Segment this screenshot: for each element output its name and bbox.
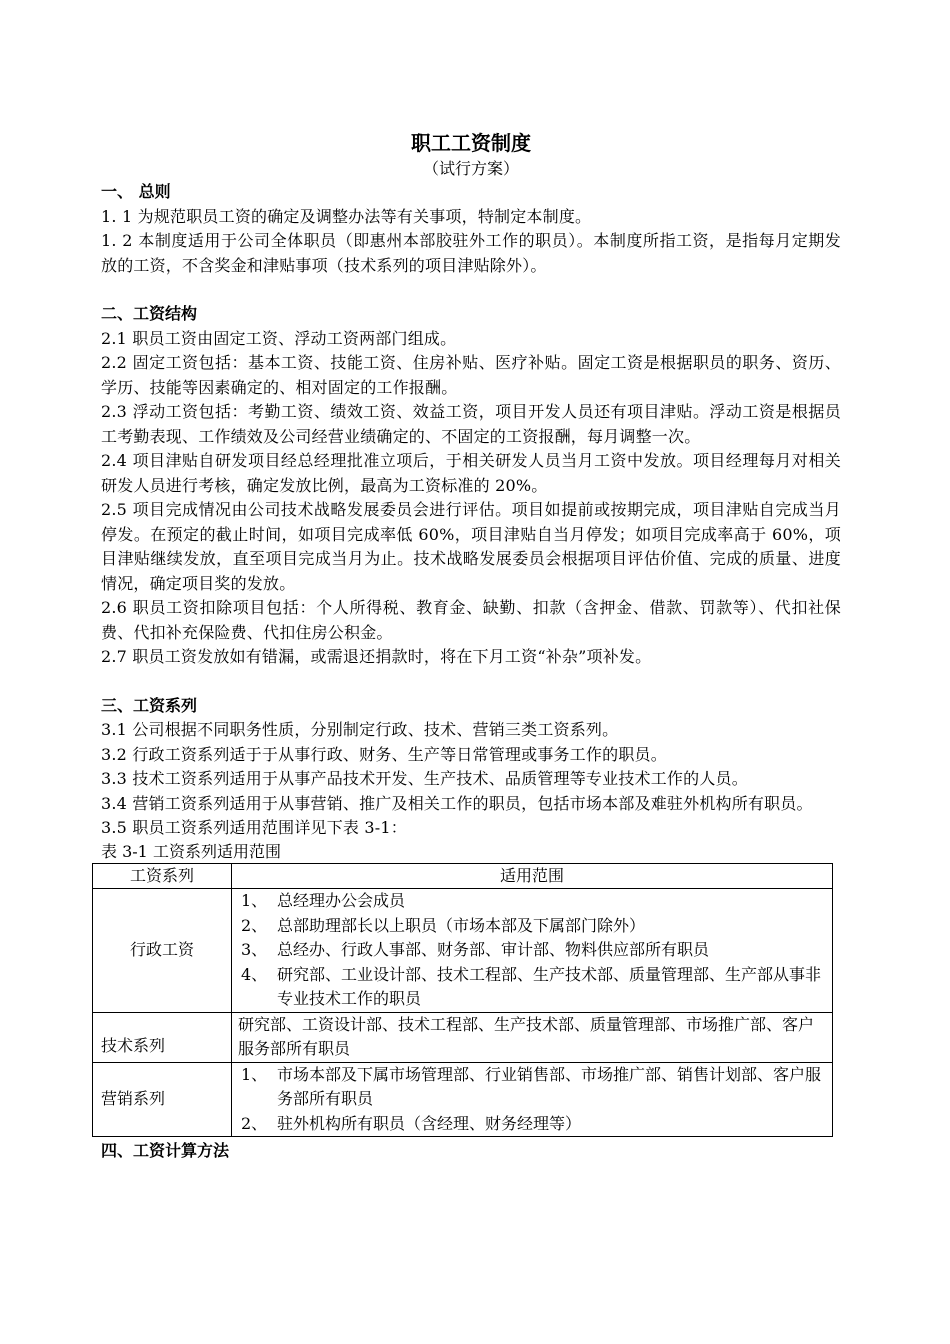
section-salary-calculation [101, 1139, 841, 1164]
spacer [101, 670, 841, 694]
series-name-cell: 技术系列 [93, 1012, 232, 1062]
list-item [238, 1112, 826, 1137]
list-text: 研究部、工业设计部、技术工程部、生产技术部、质量管理部、生产部从事非专业技术工作的职员 [277, 964, 822, 1008]
section-general [101, 180, 841, 278]
paragraph: 2.2 固定工资包括：基本工资、技能工资、住房补贴、医疗补贴。固定工资是根据职员的职务、资历、学历、技能等因素确定的、相对固定的工作报酬。 [101, 353, 841, 397]
paragraph: 2.5 项目完成情况由公司技术战略发展委员会进行评估。项目如提前或按期完成，项目津贴自完成当月停发。在预定的截止时间，如项目完成率低 60%，项目津贴自当月停发；如项目完成率高于 60%，项目津贴继续发放，直至项目完成当月为止。技术战略发展委员会根据项目评估价值、完成的质量、进度情况，确定项目奖的发放。 [101, 500, 841, 593]
section-salary-structure [101, 302, 841, 670]
series-name-cell: 营销系列 [93, 1062, 232, 1137]
paragraph: 2.1 职员工资由固定工资、浮动工资两部门组成。 [101, 328, 457, 348]
list-item [238, 938, 826, 963]
list-text: 总经理办公会成员 [277, 891, 406, 910]
list-number: 2、 [241, 915, 268, 935]
paragraph: 1. 1 为规范职员工资的确定及调整办法等有关事项，特制定本制度。 [101, 206, 592, 226]
paragraph: 3.1 公司根据不同职务性质，分别制定行政、技术、营销三类工资系列。 [101, 720, 619, 739]
list-item [238, 889, 826, 914]
section-heading: 四、工资计算方法 [101, 1141, 230, 1160]
series-name-cell: 行政工资 [93, 889, 232, 1013]
table-row [93, 1062, 833, 1137]
list-item [238, 1063, 826, 1112]
paragraph: 2.6 职员工资扣除项目包括：个人所得税、教育金、缺勤、扣款（含押金、借款、罚款等）、代扣社保费、代扣补充保险费、代扣住房公积金。 [101, 598, 841, 642]
list-number: 2、 [241, 1113, 268, 1133]
section-heading: 二、工资结构 [101, 304, 198, 323]
document-page [101, 128, 841, 1164]
table-row [93, 889, 833, 1013]
list-number: 3、 [241, 940, 268, 959]
section-heading: 三、工资系列 [101, 695, 198, 715]
table-header-cell: 适用范围 [232, 863, 833, 889]
scope-cell [232, 1012, 833, 1062]
section-salary-series [101, 694, 841, 1138]
section-heading: 一、 总则 [101, 182, 171, 201]
list-text: 驻外机构所有职员（含经理、财务经理等） [277, 1113, 582, 1133]
paragraph: 1. 2 本制度适用于公司全体职员（即惠州本部胶驻外工作的职员）。本制度所指工资，是指每月定期发放的工资，不含奖金和津贴事项（技术系列的项目津贴除外）。 [101, 231, 841, 275]
list-text: 总经办、行政人事部、财务部、审计部、物料供应部所有职员 [277, 940, 710, 959]
document-subtitle: （试行方案） [422, 159, 519, 178]
list-item [238, 963, 826, 1012]
table-header-row [93, 863, 833, 889]
paragraph: 2.4 项目津贴自研发项目经总经理批准立项后，于相关研发人员当月工资中发放。项目经理每月对相关研发人员进行考核，确定发放比例，最高为工资标准的 20%。 [101, 451, 841, 495]
list-number: 4、 [241, 964, 268, 984]
table-row [93, 1012, 833, 1062]
paragraph: 2.7 职员工资发放如有错漏，或需退还捐款时，将在下月工资“补杂”项补发。 [101, 647, 652, 666]
scope-text: 研究部、工资设计部、技术工程部、生产技术部、质量管理部、市场推广部、客户服务部所有职员 [238, 1014, 815, 1058]
list-number: 1、 [241, 891, 268, 910]
paragraph: 2.3 浮动工资包括：考勤工资、绩效工资、效益工资，项目开发人员还有项目津贴。浮动工资是根据员工考勤表现、工作绩效及公司经营业绩确定的、不固定的工资报酬，每月调整一次。 [101, 402, 841, 446]
table-header-cell: 工资系列 [93, 863, 232, 889]
paragraph: 3.3 技术工资系列适用于从事产品技术开发、生产技术、品质管理等专业技术工作的人员。 [101, 769, 748, 788]
list-text: 总部助理部长以上职员（市场本部及下属部门除外） [277, 915, 646, 935]
list-text: 市场本部及下属市场管理部、行业销售部、市场推广部、销售计划部、客户服务部所有职员 [277, 1064, 822, 1108]
scope-cell [232, 1062, 833, 1137]
document-title: 职工工资制度 [411, 131, 531, 155]
table-caption: 表 3-1 工资系列适用范围 [101, 841, 281, 861]
paragraph: 3.2 行政工资系列适于于从事行政、财务、生产等日常管理或事务工作的职员。 [101, 744, 667, 764]
list-number: 1、 [241, 1064, 268, 1084]
paragraph: 3.5 职员工资系列适用范围详见下表 3-1： [101, 818, 407, 837]
spacer [101, 278, 841, 302]
paragraph: 3.4 营销工资系列适用于从事营销、推广及相关工作的职员，包括市场本部及难驻外机构所有职员。 [101, 793, 813, 813]
scope-cell [232, 889, 833, 1013]
list-item [238, 914, 826, 939]
salary-series-table [92, 863, 833, 1138]
